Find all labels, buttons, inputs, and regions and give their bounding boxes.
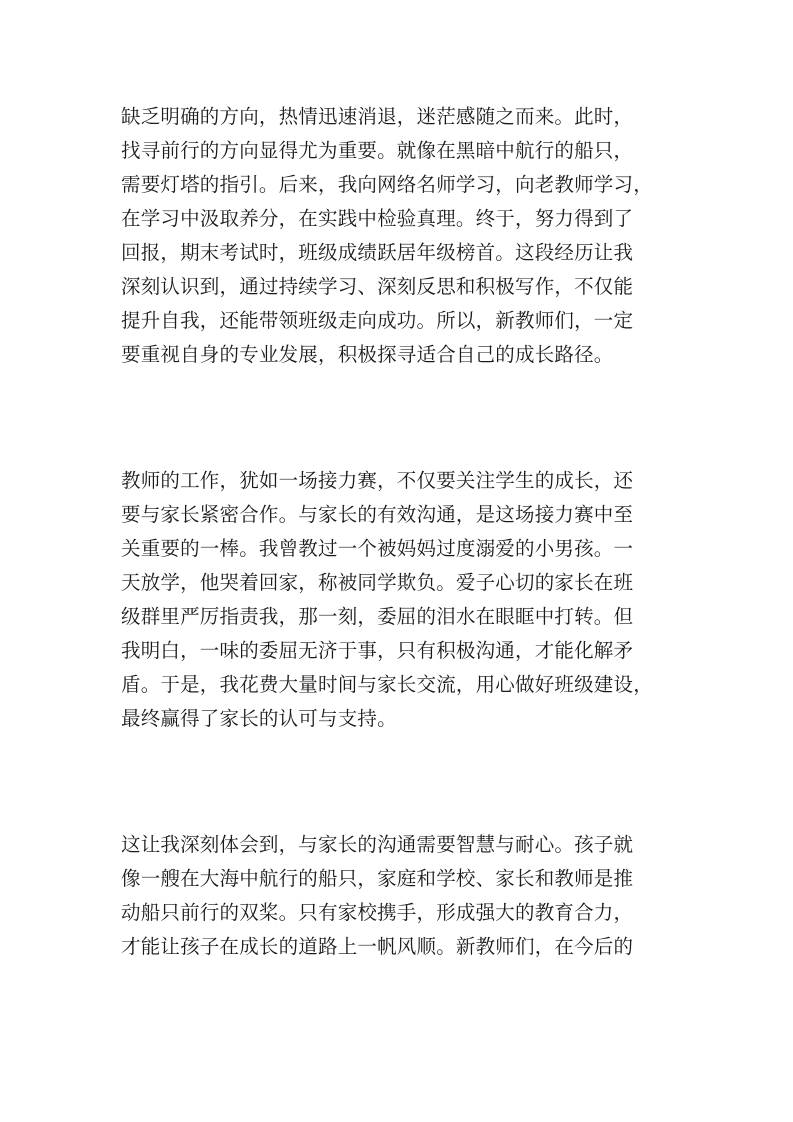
text-line: 要与家长紧密合作。与家长的有效沟通，是这场接力赛中至 xyxy=(121,503,634,526)
paragraph-2 xyxy=(121,464,653,736)
text-line: 教师的工作，犹如一场接力赛，不仅要关注学生的成长，还 xyxy=(121,469,634,492)
text-line: 才能让孩子在成长的道路上一帆风顺。新教师们，在今后的 xyxy=(121,935,634,958)
text-line: 动船只前行的双桨。只有家校携手，形成强大的教育合力， xyxy=(121,901,634,924)
text-line: 要重视自身的专业发展，积极探寻适合自己的成长路径。 xyxy=(121,343,614,366)
text-line: 天放学，他哭着回家，称被同学欺负。爱子心切的家长在班 xyxy=(121,571,634,594)
text-line: 深刻认识到，通过持续学习、深刻反思和积极写作，不仅能 xyxy=(121,275,634,298)
text-line: 找寻前行的方向显得尤为重要。就像在黑暗中航行的船只， xyxy=(121,139,634,162)
text-line: 我明白，一味的委屈无济于事，只有积极沟通，才能化解矛 xyxy=(121,639,634,662)
text-line: 缺乏明确的方向，热情迅速消退，迷茫感随之而来。此时， xyxy=(121,105,634,128)
paragraph-1 xyxy=(121,100,653,372)
text-line: 像一艘在大海中航行的船只，家庭和学校、家长和教师是推 xyxy=(121,867,634,890)
text-line: 级群里严厉指责我，那一刻，委屈的泪水在眼眶中打转。但 xyxy=(121,605,634,628)
text-line: 最终赢得了家长的认可与支持。 xyxy=(121,707,397,730)
text-line: 提升自我，还能带领班级走向成功。所以，新教师们，一定 xyxy=(121,309,634,332)
text-line: 在学习中汲取养分，在实践中检验真理。终于，努力得到了 xyxy=(121,207,634,230)
text-line: 回报，期末考试时，班级成绩跃居年级榜首。这段经历让我 xyxy=(121,241,634,264)
text-line: 盾。于是，我花费大量时间与家长交流，用心做好班级建设， xyxy=(121,673,653,696)
paragraph-3 xyxy=(121,828,633,964)
text-line: 这让我深刻体会到，与家长的沟通需要智慧与耐心。孩子就 xyxy=(121,833,634,856)
text-line: 需要灯塔的指引。后来，我向网络名师学习，向老教师学习， xyxy=(121,173,653,196)
text-line: 关重要的一棒。我曾教过一个被妈妈过度溺爱的小男孩。一 xyxy=(121,537,634,560)
